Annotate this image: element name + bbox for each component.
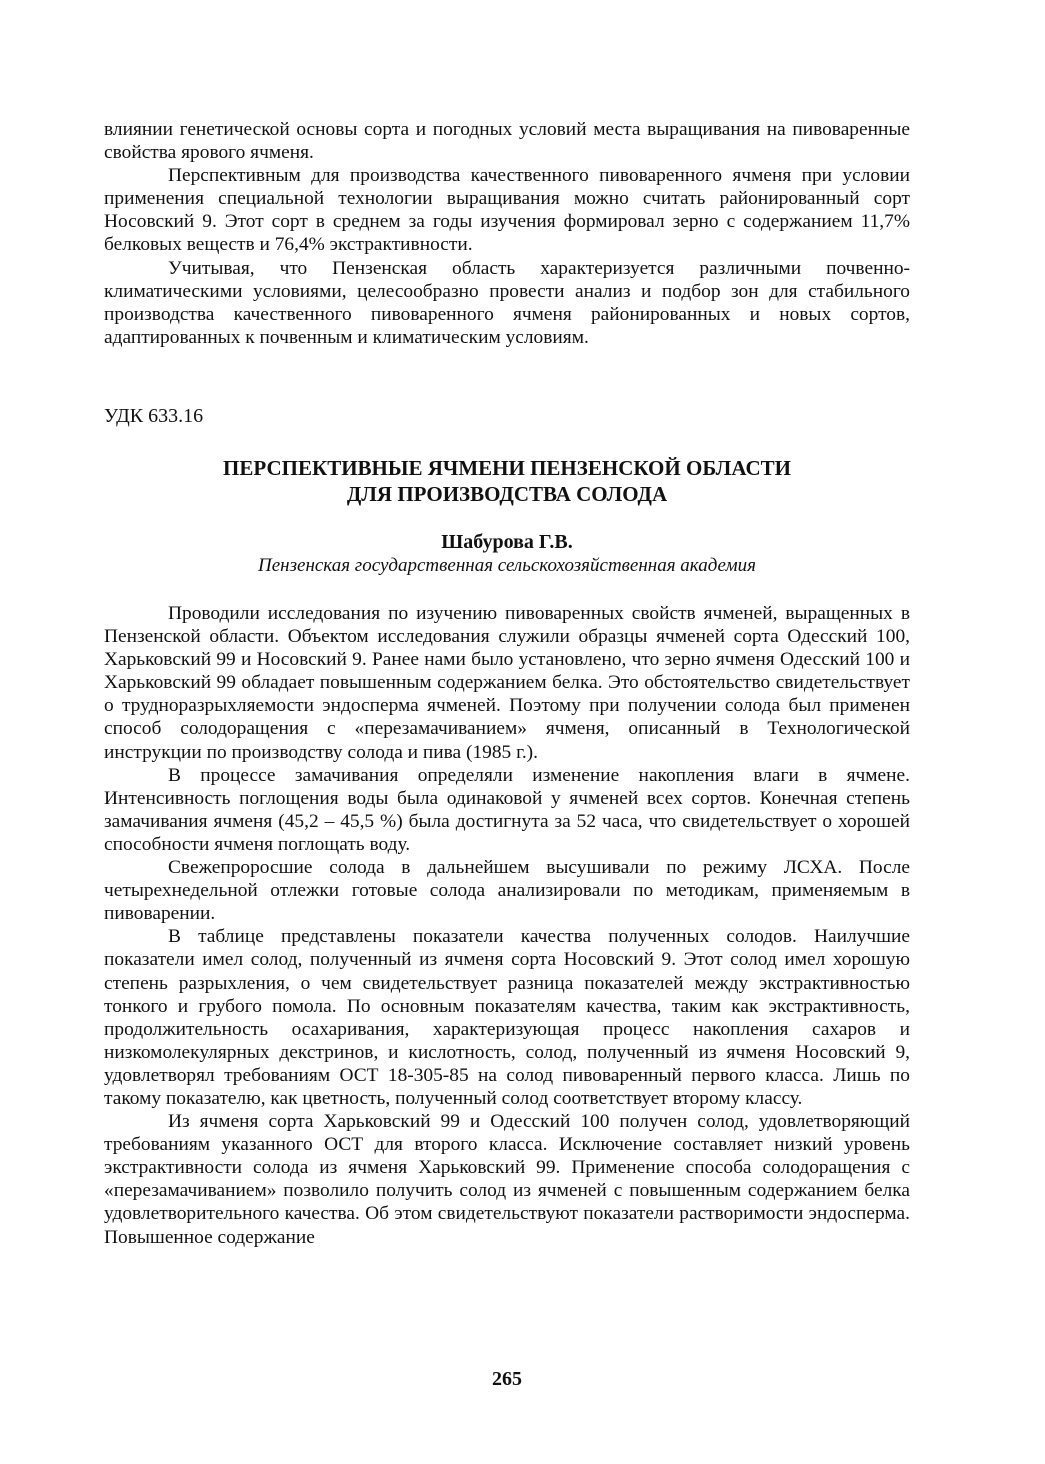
body-paragraph-3: Свежепроросшие солода в дальнейшем высушивали по режиму ЛСХА. После четырехнедельной отлежки готовые солода анализировали по методикам, применяемым в пивоварении. (104, 857, 910, 925)
article-body (104, 602, 910, 1249)
body-paragraph-2: В процессе замачивания определяли изменение накопления влаги в ячмене. Интенсивность поглощения воды была одинаковой у ячменей всех сортов. Конечная степень замачивания ячменя (45,2 – 45,5 %) была достигнута за 52 часа, что свидетельствует о хорошей способности ячменя поглощать воду. (104, 764, 910, 855)
article-title-line-1: ПЕРСПЕКТИВНЫЕ ЯЧМЕНИ ПЕНЗЕНСКОЙ ОБЛАСТИ (223, 456, 791, 480)
article-title-line-2: ДЛЯ ПРОИЗВОДСТВА СОЛОДА (346, 482, 668, 506)
body-paragraph-4: В таблице представлены показатели качества полученных солодов. Наилучшие показатели имел солод, полученный из ячменя сорта Носовский 9. Этот солод имел хорошую степень разрыхления, о чем свидетельствует разница показателей между экстрактивностью тонкого и грубого помола. По основным показателям качества, таким как экстрактивность, продолжительность осахаривания, характеризующая процесс накопления сахаров и низкомолекулярных декстринов, и кислотность, солод, полученный из ячменя Носовский 9, удовлетворял требованиям ОСТ 18-305-85 на солод пивоваренный первого класса. Лишь по такому показателю, как цветность, полученный солод соответствует второму классу. (104, 926, 910, 1109)
page-number: 265 (492, 1368, 522, 1390)
intro-section (104, 118, 910, 349)
author-affiliation: Пензенская государственная сельскохозяйственная академия (258, 555, 756, 576)
udk-code: УДК 633.16 (104, 405, 204, 427)
article-title (104, 455, 910, 507)
article-author: Шабурова Г.В. (441, 531, 573, 553)
intro-paragraph-1: влиянии генетической основы сорта и погодных условий места выращивания на пивоваренные свойства ярового ячменя. (104, 119, 910, 164)
intro-paragraph-3: Учитывая, что Пензенская область характеризуется различными почвенно-климатическими условиями, целесообразно провести анализ и подбор зон для стабильного производства качественного пивоваренного ячменя районированных и новых сортов, адаптированных к почвенным и климатическим условиям. (104, 257, 910, 348)
intro-paragraph-2: Перспективным для производства качественного пивоваренного ячменя при условии применения специальной технологии выращивания можно считать районированный сорт Носовский 9. Этот сорт в среднем за годы изучения формировал зерно с содержанием 11,7% белковых веществ и 76,4% экстрактивности. (104, 165, 910, 256)
body-paragraph-5: Из ячменя сорта Харьковский 99 и Одесский 100 получен солод, удовлетворяющий требованиям указанного ОСТ для второго класса. Исключение составляет низкий уровень экстрактивности солода из ячменя Харьковский 99. Применение способа солодоращения с «перезамачиванием» позволило получить солод из ячменей с повышенным содержанием белка удовлетворительного качества. Об этом свидетельствуют показатели растворимости эндосперма. Повышенное содержание (104, 1111, 910, 1248)
body-paragraph-1: Проводили исследования по изучению пивоваренных свойств ячменей, выращенных в Пензенской области. Объектом исследования служили образцы ячменей сорта Одесский 100, Харьковский 99 и Носовский 9. Ранее нами было установлено, что зерно ячменя Одесский 100 и Харьковский 99 обладает повышенным содержанием белка. Это обстоятельство свидетельствует о трудноразрыхляемости эндосперма ячменей. Поэтому при получении солода был применен способ солодоращения с «перезамачиванием» ячменя, описанный в Технологической инструкции по производству солода и пива (1985 г.). (104, 603, 910, 763)
